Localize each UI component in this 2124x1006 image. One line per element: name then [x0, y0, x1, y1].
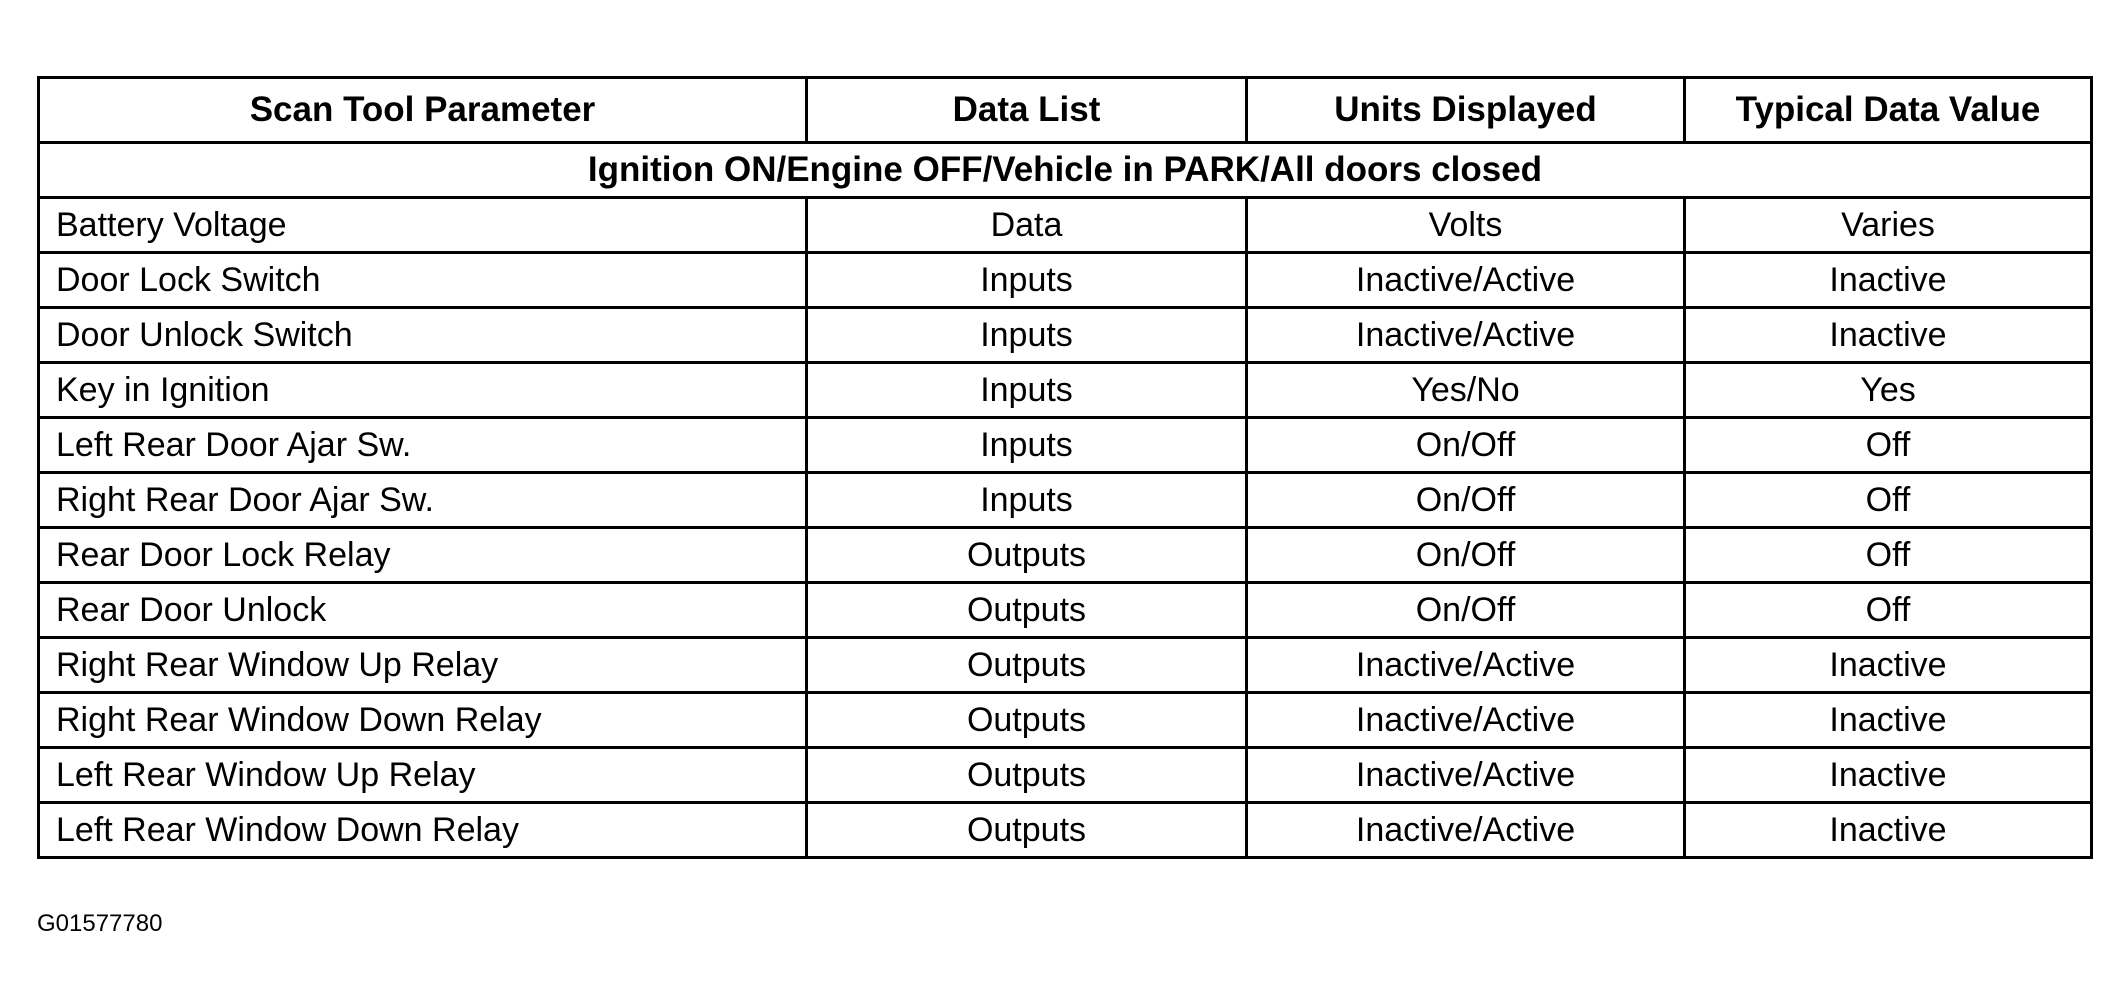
condition-row: [39, 143, 2092, 198]
header-row: [39, 78, 2092, 143]
scan-tool-data-table: [37, 76, 2093, 859]
units-cell: Volts: [1247, 198, 1685, 253]
test-condition: Ignition ON/Engine OFF/Vehicle in PARK/All doors closed: [39, 143, 2092, 198]
table-row: [39, 583, 2092, 638]
table-row: [39, 748, 2092, 803]
typical-value-cell: Off: [1685, 583, 2092, 638]
typical-value-cell: Varies: [1685, 198, 2092, 253]
table-row: [39, 803, 2092, 858]
table-row: [39, 363, 2092, 418]
param-cell: Battery Voltage: [39, 198, 807, 253]
param-cell: Left Rear Window Down Relay: [39, 803, 807, 858]
param-cell: Left Rear Window Up Relay: [39, 748, 807, 803]
typical-value-cell: Off: [1685, 473, 2092, 528]
header-units-displayed: Units Displayed: [1247, 78, 1685, 143]
data-list-cell: Inputs: [807, 473, 1247, 528]
units-cell: Inactive/Active: [1247, 308, 1685, 363]
typical-value-cell: Inactive: [1685, 638, 2092, 693]
param-cell: Key in Ignition: [39, 363, 807, 418]
header-scan-tool-parameter: Scan Tool Parameter: [39, 78, 807, 143]
table-row: [39, 528, 2092, 583]
table-row: [39, 198, 2092, 253]
param-cell: Rear Door Unlock: [39, 583, 807, 638]
param-cell: Door Unlock Switch: [39, 308, 807, 363]
header-typical-data-value: Typical Data Value: [1685, 78, 2092, 143]
table-row: [39, 418, 2092, 473]
table-row: [39, 253, 2092, 308]
typical-value-cell: Inactive: [1685, 693, 2092, 748]
typical-value-cell: Off: [1685, 528, 2092, 583]
param-cell: Right Rear Window Down Relay: [39, 693, 807, 748]
param-cell: Rear Door Lock Relay: [39, 528, 807, 583]
typical-value-cell: Yes: [1685, 363, 2092, 418]
typical-value-cell: Inactive: [1685, 803, 2092, 858]
data-list-cell: Outputs: [807, 803, 1247, 858]
data-list-cell: Data: [807, 198, 1247, 253]
data-list-cell: Outputs: [807, 638, 1247, 693]
typical-value-cell: Inactive: [1685, 308, 2092, 363]
units-cell: Inactive/Active: [1247, 253, 1685, 308]
typical-value-cell: Inactive: [1685, 748, 2092, 803]
units-cell: Inactive/Active: [1247, 803, 1685, 858]
figure-id: G01577780: [37, 910, 163, 937]
units-cell: Inactive/Active: [1247, 638, 1685, 693]
param-cell: Right Rear Door Ajar Sw.: [39, 473, 807, 528]
data-list-cell: Inputs: [807, 253, 1247, 308]
param-cell: Door Lock Switch: [39, 253, 807, 308]
header-data-list: Data List: [807, 78, 1247, 143]
table-row: [39, 473, 2092, 528]
units-cell: On/Off: [1247, 583, 1685, 638]
units-cell: Inactive/Active: [1247, 693, 1685, 748]
units-cell: On/Off: [1247, 418, 1685, 473]
data-list-cell: Inputs: [807, 363, 1247, 418]
data-list-cell: Inputs: [807, 308, 1247, 363]
units-cell: On/Off: [1247, 528, 1685, 583]
table-row: [39, 693, 2092, 748]
data-list-cell: Outputs: [807, 748, 1247, 803]
units-cell: On/Off: [1247, 473, 1685, 528]
param-cell: Right Rear Window Up Relay: [39, 638, 807, 693]
param-cell: Left Rear Door Ajar Sw.: [39, 418, 807, 473]
units-cell: Inactive/Active: [1247, 748, 1685, 803]
typical-value-cell: Off: [1685, 418, 2092, 473]
data-list-cell: Inputs: [807, 418, 1247, 473]
data-list-cell: Outputs: [807, 528, 1247, 583]
data-list-cell: Outputs: [807, 693, 1247, 748]
table-row: [39, 638, 2092, 693]
units-cell: Yes/No: [1247, 363, 1685, 418]
typical-value-cell: Inactive: [1685, 253, 2092, 308]
table-row: [39, 308, 2092, 363]
data-list-cell: Outputs: [807, 583, 1247, 638]
